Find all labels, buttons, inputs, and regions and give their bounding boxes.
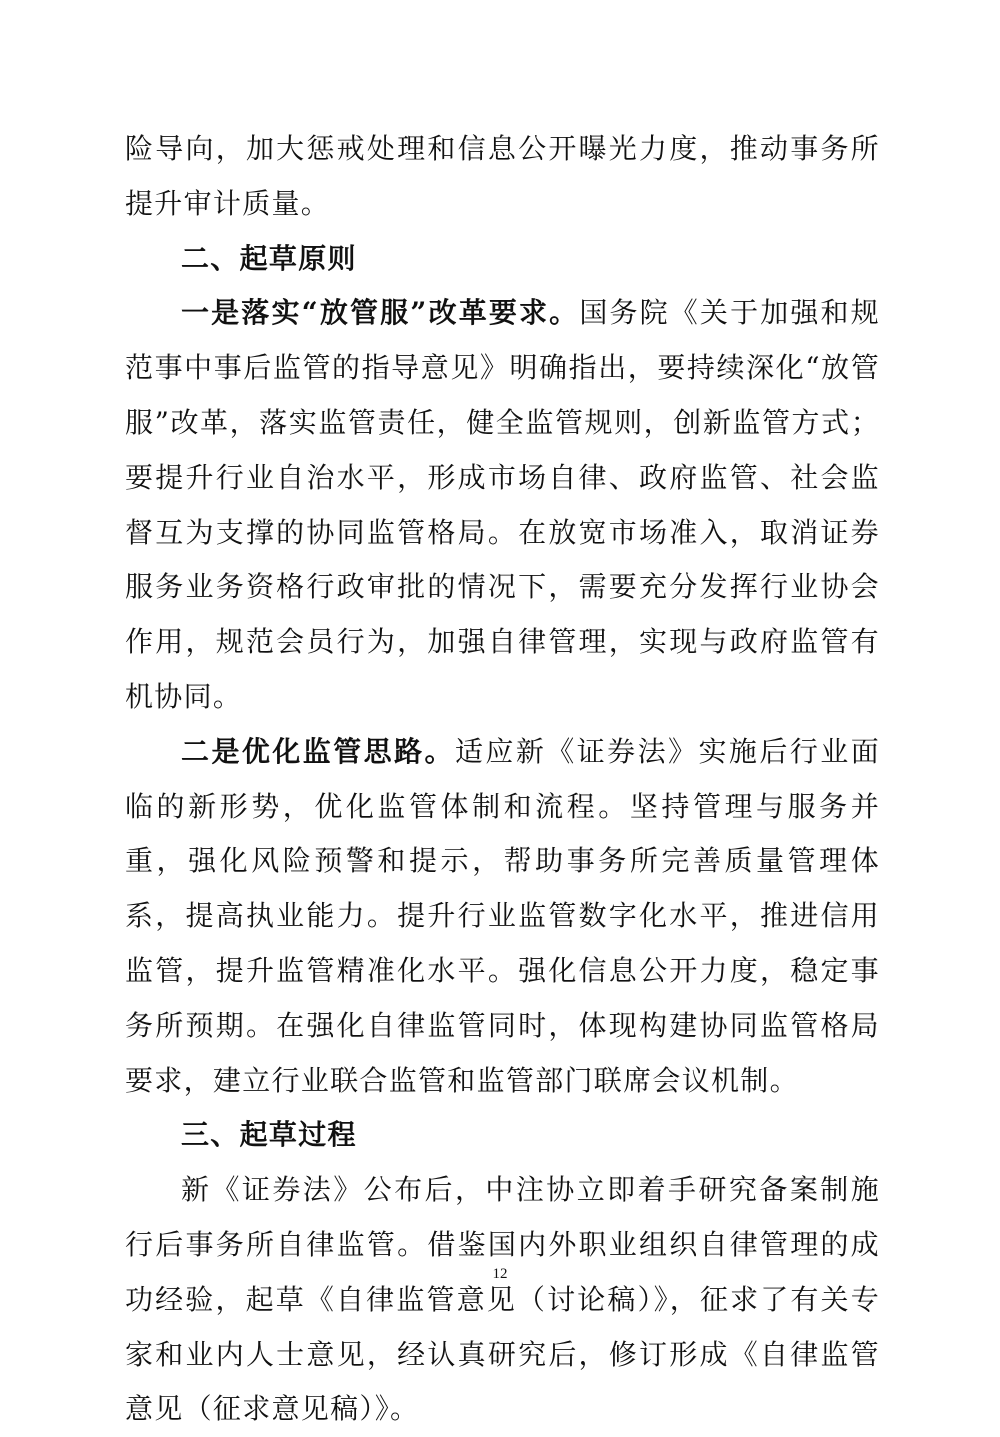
paragraph-body-principle-one: 国务院《关于加强和规范事中事后监管的指导意见》明确指出，要持续深化“放管服”改革，落实监管责任，健全监管规则，创新监管方式；要提升行业自治水平，形成市场自律、政府监管、社会监督互为支撑的协同监管格局。在放宽市场准入，取消证券服务业务资格行政审批的情况下，需要充分发挥行业协会作用，规范会员行为，加强自律管理，实现与政府监管有机协同。 bbox=[125, 296, 880, 713]
body-text bbox=[125, 122, 880, 1437]
paragraph-principle-one bbox=[125, 286, 880, 724]
paragraph-lead-principle-one: 一是落实“放管服”改革要求。 bbox=[181, 296, 580, 330]
section-heading-drafting-principles: 二、起草原则 bbox=[181, 241, 357, 275]
page-number: 12 bbox=[492, 1266, 508, 1282]
paragraph-continuation: 险导向，加大惩戒处理和信息公开曝光力度，推动事务所提升审计质量。 bbox=[125, 132, 880, 220]
paragraph-body-principle-two: 适应新《证券法》实施后行业面临的新形势，优化监管体制和流程。坚持管理与服务并重，强化风险预警和提示，帮助事务所完善质量管理体系，提高执业能力。提升行业监管数字化水平，推进信用监管，提升监管精准化水平。强化信息公开力度，稳定事务所预期。在强化自律监管同时，体现构建协同监管格局要求，建立行业联合监管和监管部门联席会议机制。 bbox=[125, 734, 880, 1097]
section-heading-drafting-process: 三、起草过程 bbox=[181, 1118, 357, 1152]
paragraph-lead-principle-two: 二是优化监管思路。 bbox=[181, 734, 455, 768]
paragraph-drafting-process: 新《证券法》公布后，中注协立即着手研究备案制施行后事务所自律监管。借鉴国内外职业组织自律管理的成功经验，起草《自律监管意见（讨论稿）》，征求了有关专家和业内人士意见，经认真研究后，修订形成《自律监管意见（征求意见稿）》。 bbox=[125, 1173, 880, 1426]
paragraph-principle-two bbox=[125, 725, 880, 1109]
